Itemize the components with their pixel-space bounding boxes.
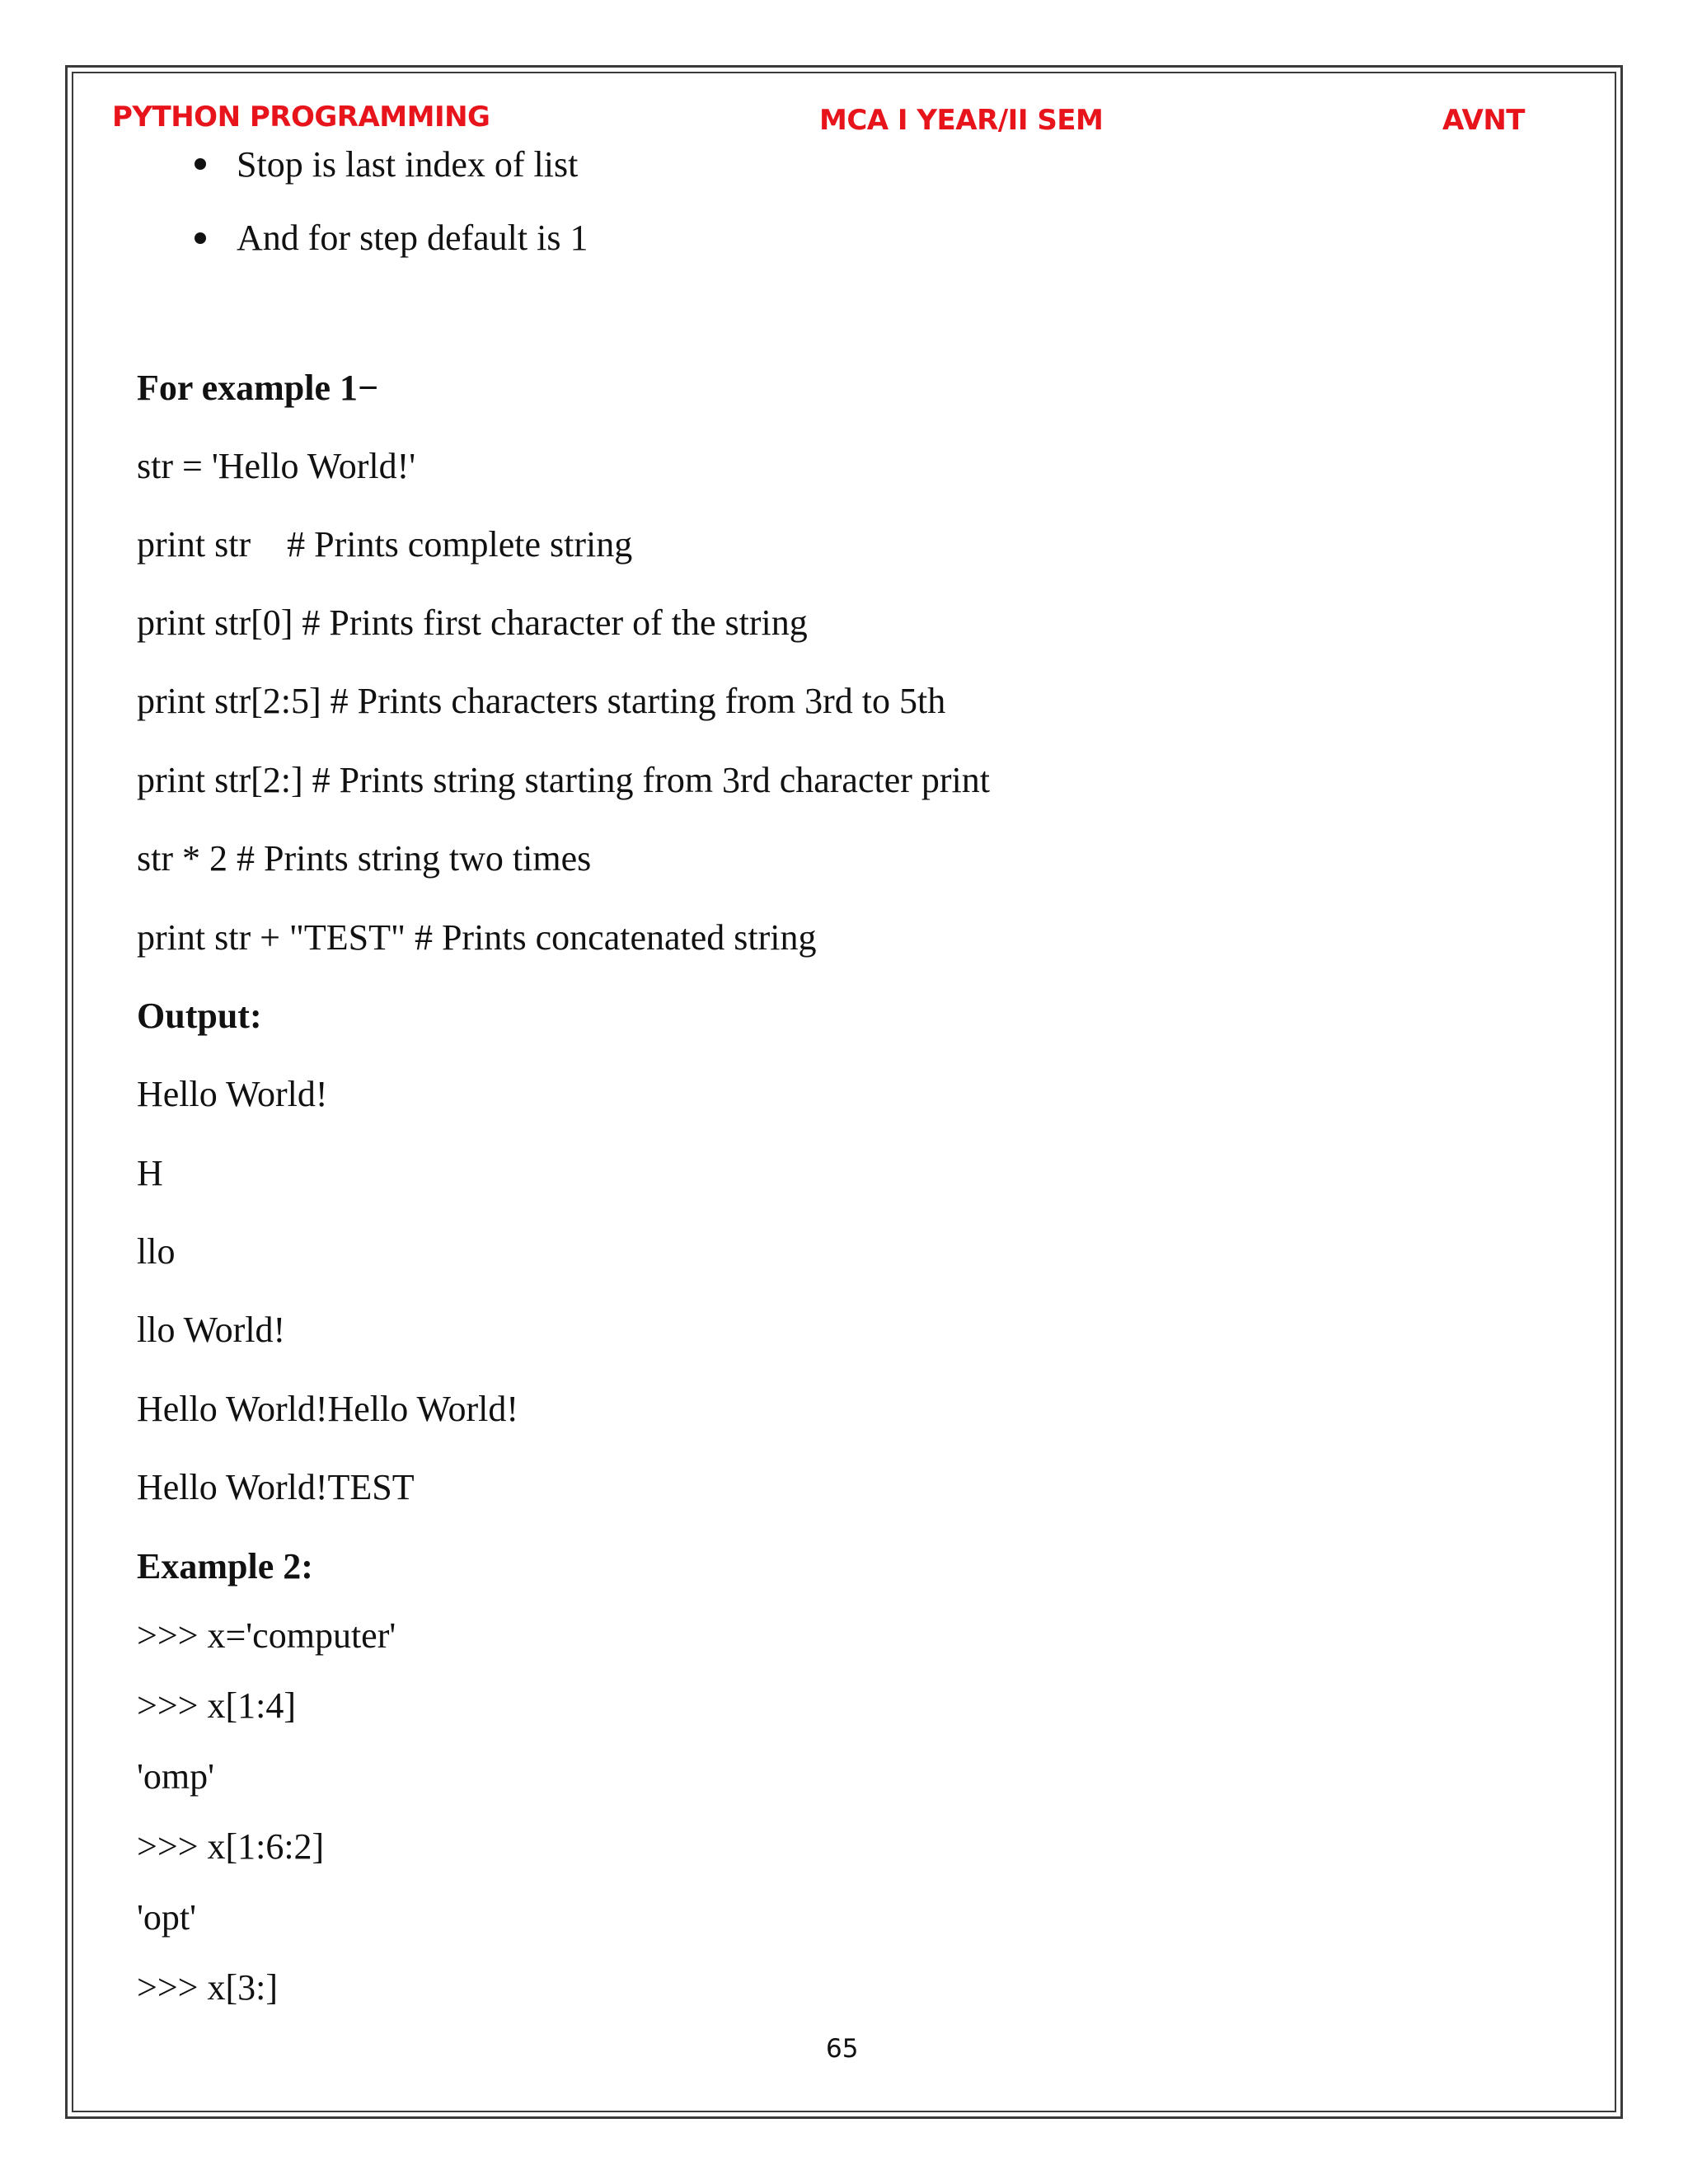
code-line: str * 2 # Prints string two times (137, 838, 592, 879)
code-line: print str[2:5] # Prints characters starting from 3rd to 5th (137, 681, 946, 721)
code-line: str = 'Hello World!' (137, 446, 416, 486)
output-line: Hello World!Hello World! (137, 1389, 518, 1429)
page-number: 65 (826, 2034, 859, 2064)
bullet-dot (195, 158, 206, 170)
output-heading: Output: (137, 996, 262, 1036)
code-line: print str[2:] # Prints string starting from 3rd character print (137, 760, 990, 800)
bullet-item: And for step default is 1 (237, 218, 588, 258)
header-author: AVNT (1442, 104, 1525, 137)
output-line: Hello World!TEST (137, 1467, 415, 1507)
output-line: Hello World! (137, 1074, 328, 1114)
code-line: print str # Prints complete string (137, 524, 633, 565)
repl-line: 'opt' (137, 1897, 197, 1938)
example1-heading: For example 1− (137, 368, 379, 408)
output-line: H (137, 1153, 163, 1193)
header-subject: PYTHON PROGRAMMING (112, 101, 490, 134)
example2-heading: Example 2: (137, 1546, 313, 1586)
bullet-dot (195, 232, 206, 244)
code-line: print str + "TEST" # Prints concatenated string (137, 917, 817, 958)
repl-line: >>> x[1:4] (137, 1685, 296, 1726)
output-line: llo (137, 1231, 176, 1272)
repl-line: >>> x[1:6:2] (137, 1826, 325, 1867)
bullet-item: Stop is last index of list (237, 144, 579, 185)
repl-line: >>> x='computer' (137, 1615, 396, 1656)
code-line: print str[0] # Prints first character of the string (137, 602, 808, 643)
repl-line: 'omp' (137, 1756, 215, 1797)
output-line: llo World! (137, 1310, 286, 1350)
repl-line: >>> x[3:] (137, 1967, 278, 2008)
header-course: MCA I YEAR/II SEM (819, 104, 1104, 137)
